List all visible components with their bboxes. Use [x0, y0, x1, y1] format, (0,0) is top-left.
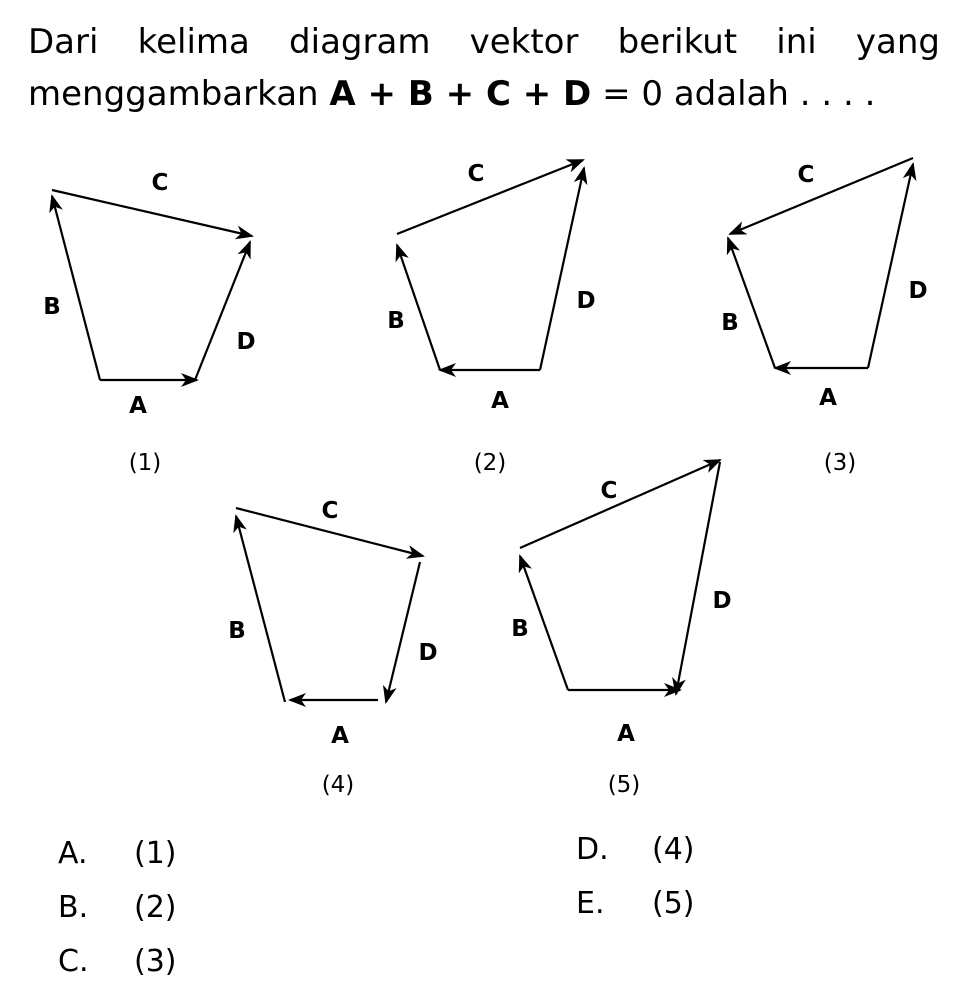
diagram-4-vector-a-label: A: [331, 723, 349, 749]
option-d-value: (4): [652, 832, 695, 867]
diagram-5-vector-c-arrow: [520, 460, 720, 548]
question-text-before: Dari kelima diagram vektor berikut ini yang menggambarkan: [28, 22, 940, 114]
option-a-value: (1): [134, 836, 177, 871]
option-a[interactable]: [58, 836, 177, 872]
diagram-2-vector-d-arrow: [540, 168, 584, 370]
option-d[interactable]: [576, 832, 695, 868]
option-b-letter: B.: [58, 890, 89, 925]
option-b[interactable]: [58, 890, 177, 926]
diagram-4-vector-d-arrow: [386, 562, 420, 702]
diagram-3-number: (3): [823, 450, 857, 476]
question-text-after: adalah . . . .: [673, 74, 876, 114]
option-d-letter: D.: [576, 832, 609, 867]
diagram-1-vector-c-label: C: [151, 170, 169, 196]
option-e-value: (5): [652, 886, 695, 921]
diagram-2-vector-d-label: D: [576, 288, 596, 314]
diagram-5-vector-d-label: D: [712, 588, 732, 614]
diagram-5-vector-b-label: B: [511, 616, 529, 642]
diagram-4-number: (4): [321, 772, 355, 798]
diagram-3-vector-b-arrow: [728, 238, 775, 368]
diagram-2-vector-c-arrow: [397, 160, 583, 234]
diagram-1-vector-d-label: D: [236, 329, 256, 355]
diagram-2-vector-c-label: C: [467, 161, 485, 187]
diagram-3-vector-a-label: A: [819, 385, 837, 411]
diagram-1-vector-a-label: A: [129, 393, 147, 419]
diagram-4-vector-b-arrow: [236, 516, 285, 702]
question-equals: = 0: [602, 74, 664, 114]
diagram-5-vector-d-arrow: [676, 462, 720, 694]
vector-diagram-5: [511, 460, 731, 798]
diagram-5-vector-a-label: A: [617, 721, 635, 747]
diagram-1-vector-b-arrow: [52, 196, 100, 380]
vector-diagram-4: [228, 498, 437, 798]
diagram-5-number: (5): [607, 772, 641, 798]
option-b-value: (2): [134, 890, 177, 925]
diagram-3-vector-c-arrow: [730, 158, 913, 234]
vector-diagram-2: [387, 160, 595, 476]
diagram-1-vector-b-label: B: [43, 294, 61, 320]
diagram-1-number: (1): [128, 450, 162, 476]
diagram-3-vector-d-label: D: [908, 278, 928, 304]
option-c-value: (3): [134, 944, 177, 979]
option-c-letter: C.: [58, 944, 89, 979]
diagram-5-vector-c-label: C: [600, 478, 618, 504]
vector-diagram-3: [721, 158, 927, 476]
diagram-3-vector-b-label: B: [721, 310, 739, 336]
diagram-3-vector-d-arrow: [868, 164, 913, 368]
option-c[interactable]: [58, 944, 177, 980]
diagram-1-vector-c-arrow: [52, 190, 252, 236]
diagram-4-vector-b-label: B: [228, 618, 246, 644]
diagram-3-vector-c-label: C: [797, 162, 815, 188]
option-e-letter: E.: [576, 886, 605, 921]
diagram-2-vector-b-label: B: [387, 308, 405, 334]
diagram-2-number: (2): [473, 450, 507, 476]
vector-diagram-1: [43, 170, 255, 476]
option-e[interactable]: [576, 886, 695, 922]
diagram-4-vector-d-label: D: [418, 640, 438, 666]
diagram-1-vector-d-arrow: [195, 242, 250, 380]
question-equation: A + B + C + D: [329, 74, 592, 114]
diagram-2-vector-a-label: A: [491, 388, 509, 414]
option-a-letter: A.: [58, 836, 88, 871]
diagram-4-vector-c-label: C: [321, 498, 339, 524]
